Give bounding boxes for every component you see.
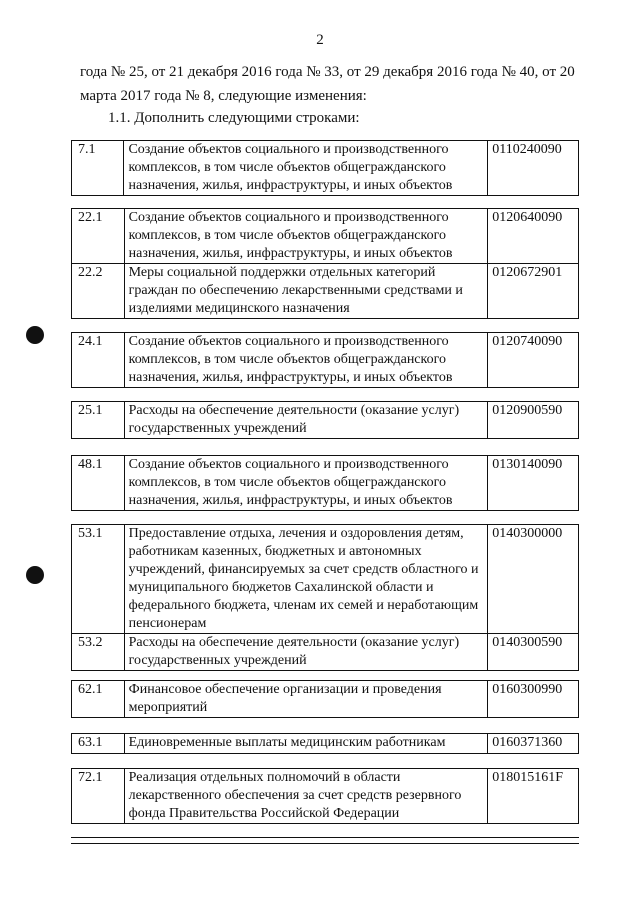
page-number: 2 <box>316 32 324 48</box>
table-group-62-1 <box>71 680 579 718</box>
row-description: Расходы на обеспечение деятельности (оказание услуг) государственных учреждений <box>124 634 488 671</box>
row-code: 0120900590 <box>488 402 579 439</box>
row-description: Расходы на обеспечение деятельности (оказание услуг) государственных учреждений <box>124 402 488 439</box>
row-number: 7.1 <box>72 141 124 196</box>
row-code: 0130140090 <box>488 456 579 511</box>
row-number: 22.2 <box>72 264 125 319</box>
binding-hole-mark <box>26 326 44 344</box>
table-row <box>72 209 579 264</box>
row-number: 22.1 <box>72 209 125 264</box>
table-group-63-1 <box>71 733 579 754</box>
table-group-53 <box>71 524 579 671</box>
intro-paragraph <box>80 60 600 108</box>
row-code: 0120740090 <box>488 333 579 388</box>
table-row <box>72 264 579 319</box>
row-number: 48.1 <box>72 456 125 511</box>
table-row <box>72 769 579 824</box>
bottom-rule-1 <box>71 837 579 838</box>
table-row <box>72 525 579 634</box>
row-number: 25.1 <box>72 402 125 439</box>
table-row <box>72 402 579 439</box>
table-row <box>72 333 579 388</box>
row-description: Создание объектов социального и производственного комплексов, в том числе объектов общегражданского назначения, жилья, инфраструктуры, и иных объектов <box>124 141 488 196</box>
intro-line-2: марта 2017 года № 8, следующие изменения: <box>80 88 367 104</box>
row-code: 0120640090 <box>488 209 579 264</box>
row-code: 018015161F <box>488 769 579 824</box>
row-code: 0160371360 <box>488 734 579 754</box>
row-number: 24.1 <box>72 333 125 388</box>
row-description: Предоставление отдыха, лечения и оздоровления детям, работникам казенных, бюджетных и автономных учреждений, финансируемых за счет средств областного и муниципального бюджетов Сахалинской области и федерального бюджета, членам их семей и неработающим пенсионерам <box>124 525 488 634</box>
row-description: Единовременные выплаты медицинским работникам <box>124 734 488 754</box>
table-group-22 <box>71 208 579 319</box>
row-number: 62.1 <box>72 681 125 718</box>
row-description: Меры социальной поддержки отдельных категорий граждан по обеспечению лекарственными средствами и изделиями медицинского назначения <box>124 264 488 319</box>
row-code: 0140300590 <box>488 634 579 671</box>
table-group-25-1 <box>71 401 579 439</box>
row-code: 0120672901 <box>488 264 579 319</box>
row-number: 72.1 <box>72 769 125 824</box>
row-description: Создание объектов социального и производственного комплексов, в том числе объектов общегражданского назначения, жилья, инфраструктуры, и иных объектов <box>124 456 488 511</box>
table-row <box>72 634 579 671</box>
table-group-7-1 <box>71 140 579 196</box>
table-group-24-1 <box>71 332 579 388</box>
table-group-48-1 <box>71 455 579 511</box>
row-number: 53.2 <box>72 634 125 671</box>
intro-line-1: года № 25, от 21 декабря 2016 года № 33, от 29 декабря 2016 года № 40, от 20 <box>80 64 575 80</box>
table-row <box>72 456 579 511</box>
row-number: 63.1 <box>72 734 125 754</box>
table-row <box>72 681 579 718</box>
subheading: 1.1. Дополнить следующими строками: <box>108 110 360 126</box>
row-description: Реализация отдельных полномочий в области лекарственного обеспечения за счет средств резервного фонда Правительства Российской Федерации <box>124 769 488 824</box>
binding-hole-mark <box>26 566 44 584</box>
row-code: 0160300990 <box>488 681 579 718</box>
table-row <box>72 734 579 754</box>
row-description: Финансовое обеспечение организации и проведения мероприятий <box>124 681 488 718</box>
table-group-72-1 <box>71 768 579 824</box>
bottom-rule-2 <box>71 843 579 844</box>
row-description: Создание объектов социального и производственного комплексов, в том числе объектов общегражданского назначения, жилья, инфраструктуры, и иных объектов <box>124 333 488 388</box>
row-description: Создание объектов социального и производственного комплексов, в том числе объектов общегражданского назначения, жилья, инфраструктуры, и иных объектов <box>124 209 488 264</box>
row-code: 0110240090 <box>488 141 579 196</box>
row-code: 0140300000 <box>488 525 579 634</box>
table-row <box>72 141 579 196</box>
row-number: 53.1 <box>72 525 125 634</box>
